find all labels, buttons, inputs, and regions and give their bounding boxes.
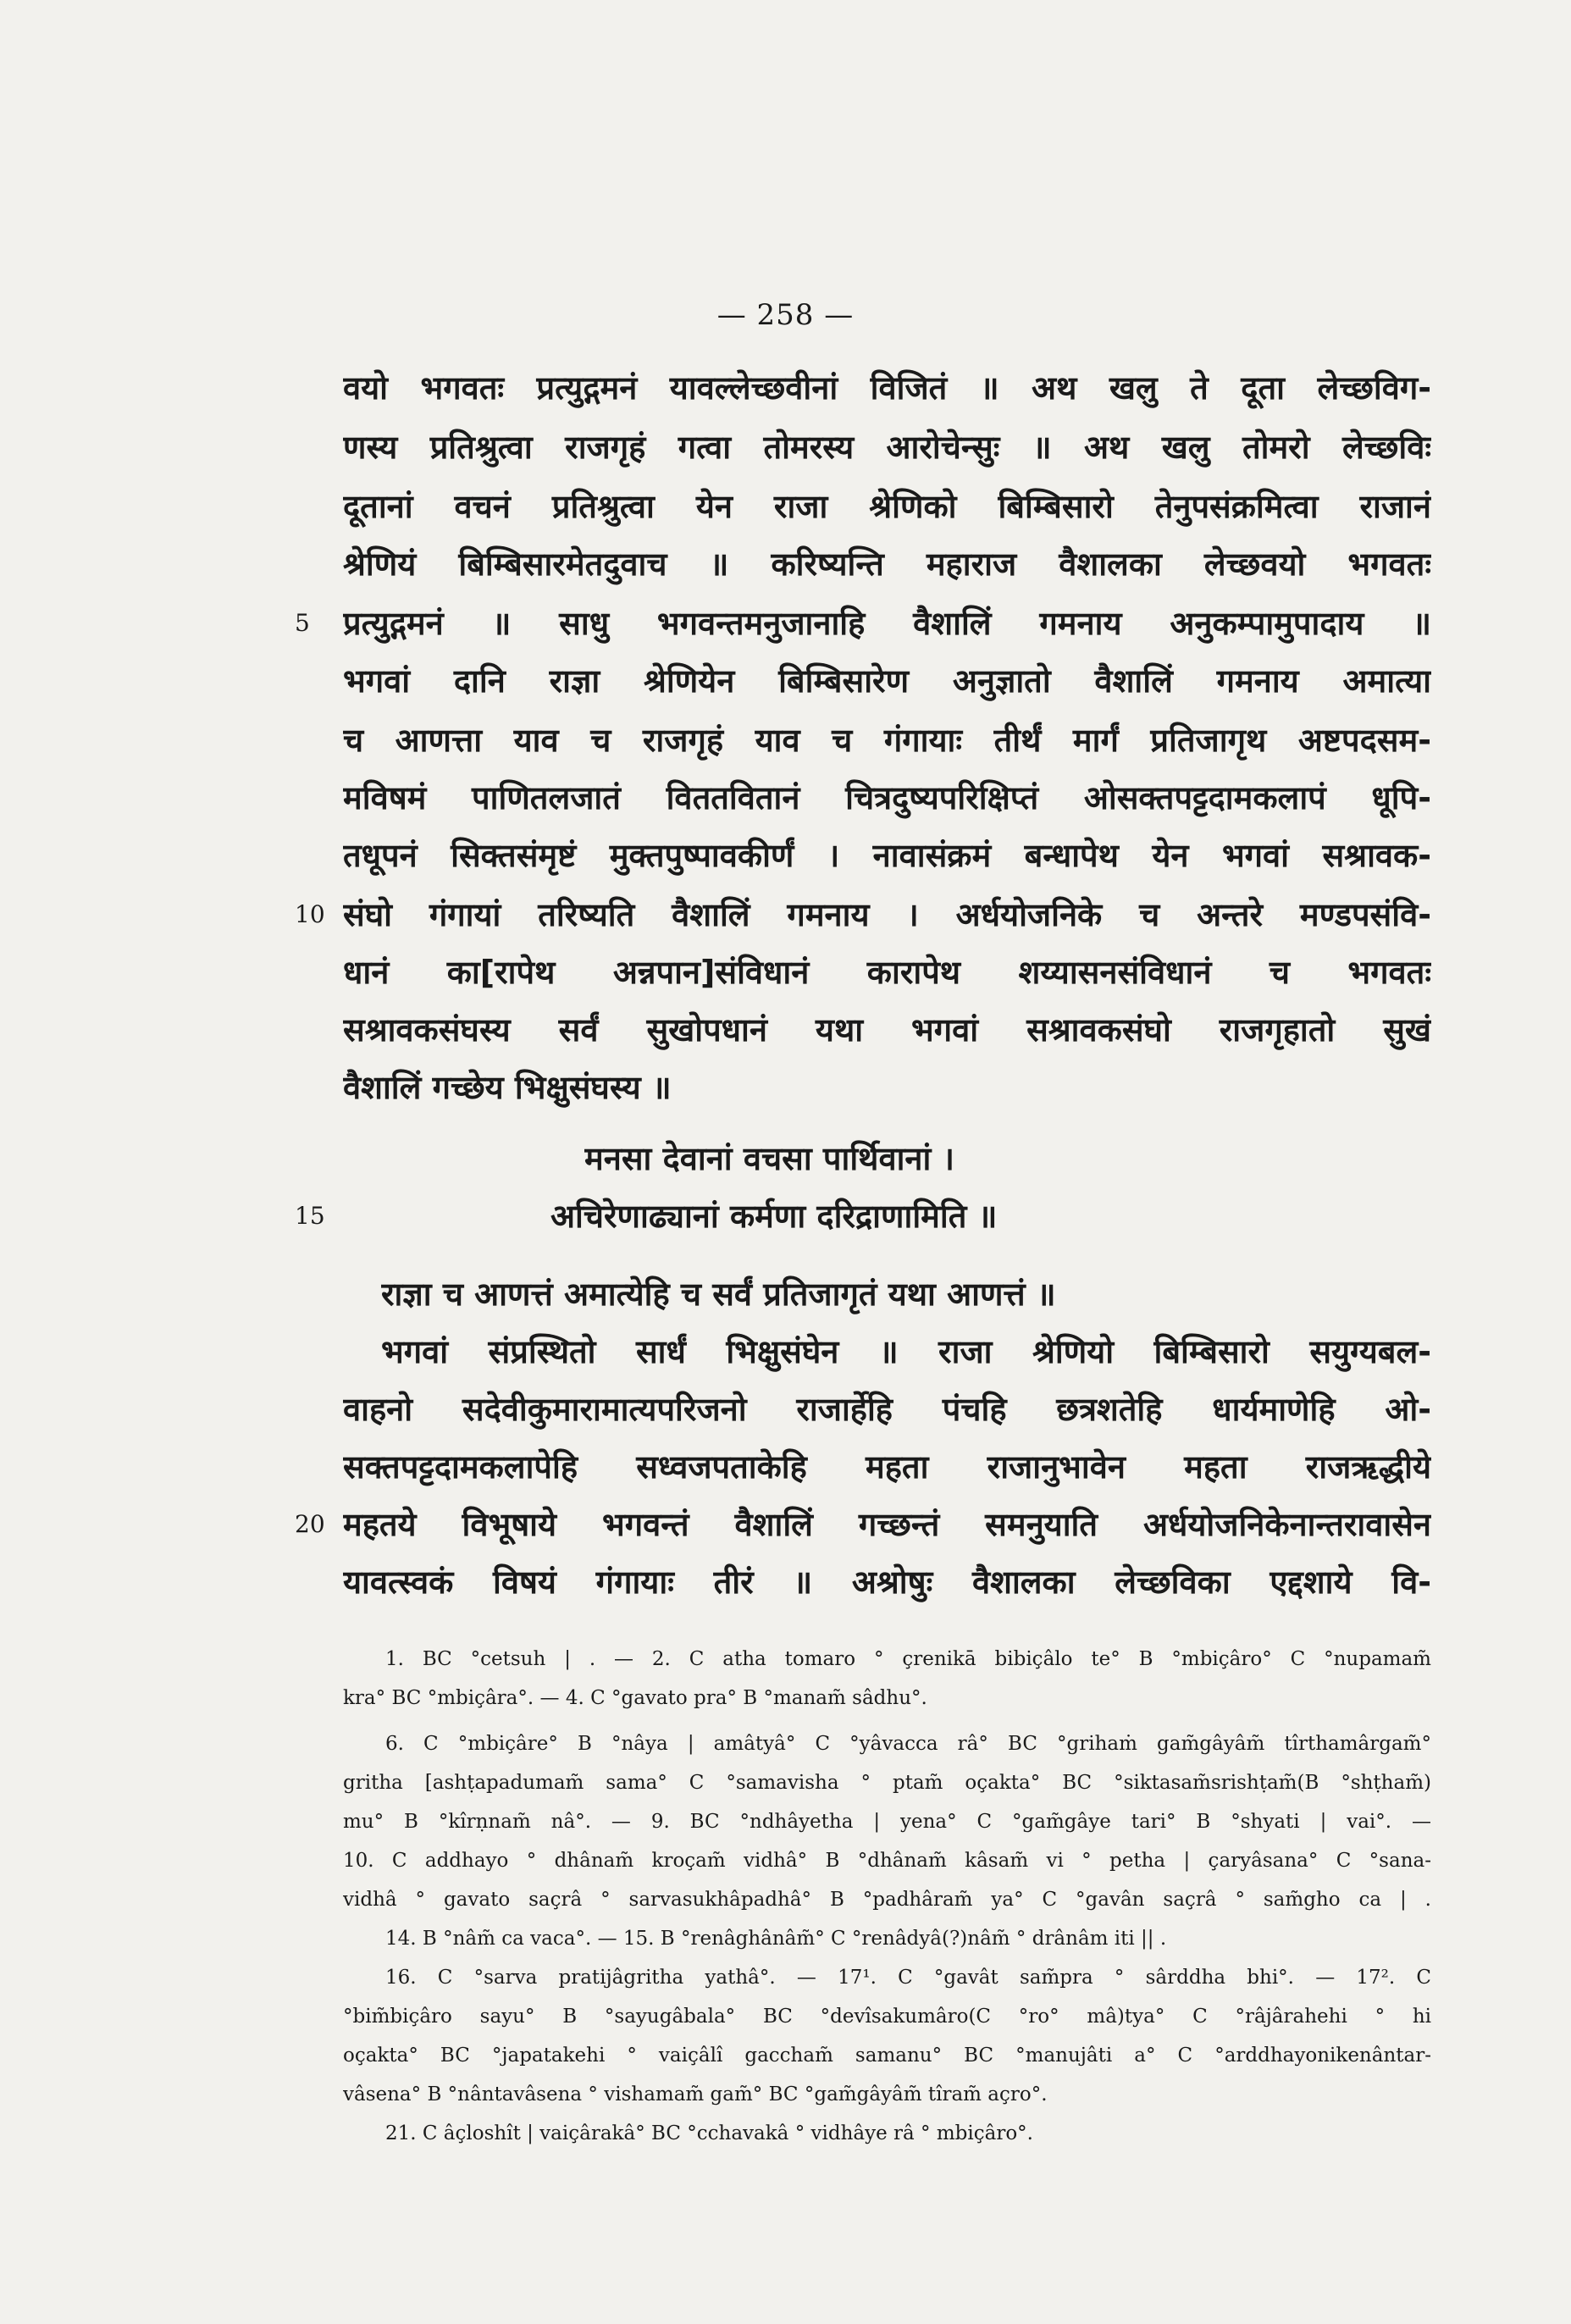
text-line-7: च आणत्ता याव च राजगृहं याव च गंगायाः तीर्थं मार्गं प्रतिजागृथ अष्टपदसम- <box>343 722 1431 759</box>
verse-line-2: अचिरेणाढ्यानां कर्मणा दरिद्राणामिति ॥ <box>550 1198 998 1235</box>
text-line-9: तधूपनं सिक्तसंमृष्टं मुक्तपुष्पावकीर्णं । नावासंक्रमं बन्धापेथ येन भगवां सश्रावक- <box>343 837 1431 874</box>
text-line-3: दूतानां वचनं प्रतिश्रुत्वा येन राजा श्रेणिको बिम्बिसारो तेनुपसंक्रमित्वा राजानं <box>343 488 1431 525</box>
footnote-line-7: vidhâ ° gavato saçrâ ° sarvasukhâpadhâ° B °padhâram̃ ya° C °gavân saçrâ ° sam̃gho ca | . <box>343 1889 1431 1911</box>
text-line-12: सश्रावकसंघस्य सर्वं सुखोपधानं यथा भगवां सश्रावकसंघो राजगृहातो सुखं <box>343 1011 1431 1049</box>
text-line-10: संघो गंगायां तरिष्यति वैशालिं गमनाय । अर्धयोजनिके च अन्तरे मण्डपसंवि- <box>343 896 1431 933</box>
text-line-17: भगवां संप्रस्थितो सार्धं भिक्षुसंघेन ॥ राजा श्रेणियो बिम्बिसारो सयुग्यबल- <box>381 1333 1431 1370</box>
footnote-line-3: 6. C °mbiçâre° B °nâya | amâtyâ° C °yâvacca râ° BC °grihaṁ gam̃gâyâm̃ tîrthamârgam̃° <box>385 1733 1431 1755</box>
text-line-19: सक्तपट्टदामकलापेहि सध्वजपताकेहि महता राजानुभावेन महता राजऋद्धीये <box>343 1448 1431 1486</box>
line-number-15: 15 <box>295 1202 325 1230</box>
footnote-line-11: oçakta° BC °japatakehi ° vaiçâlî gaccham̃ samanu° BC °manujâti a° C °arddhayonikenântar- <box>343 2045 1431 2067</box>
text-line-20: महतये विभूषाये भगवन्तं वैशालिं गच्छन्तं समनुयाति अर्धयोजनिकेनान्तरावासेन <box>343 1506 1431 1543</box>
footnote-line-1: 1. BC °cetsuh | . — 2. C atha tomaro ° çrenikā bibiçâlo te° B °mbiçâro° C °nupamam̃ <box>385 1648 1431 1670</box>
line-number-20: 20 <box>295 1510 325 1538</box>
text-line-1: वयो भगवतः प्रत्युद्गमनं यावल्लेच्छवीनां विजितं ॥ अथ खलु ते दूता लेच्छविग- <box>343 369 1431 407</box>
footnote-line-5: mu° B °kîrṇnam̃ nâ°. — 9. BC °ndhâyetha | yena° C °gam̃gâye tari° B °shyati | vai°. — <box>343 1811 1431 1833</box>
footnote-line-9: 16. C °sarva pratijâgritha yathâ°. — 17¹. C °gavât sam̃pra ° sârddha bhi°. — 17². C <box>385 1967 1431 1989</box>
text-line-13: वैशालिं गच्छेय भिक्षुसंघस्य ॥ <box>343 1069 672 1106</box>
text-line-8: मविषमं पाणितलजातं विततवितानं चित्रदुष्यपरिक्षिप्तं ओसक्तपट्टदामकलापं धूपि- <box>343 779 1431 816</box>
footnote-line-4: gritha [ashṭapadumam̃ sama° C °samavisha ° ptam̃ oçakta° BC °siktasam̃srishṭam̃(B °shṭham̃) <box>343 1772 1431 1794</box>
text-line-2: णस्य प्रतिश्रुत्वा राजगृहं गत्वा तोमरस्य आरोचेन्सुः ॥ अथ खलु तोमरो लेच्छविः <box>343 429 1431 466</box>
text-line-6: भगवां दानि राज्ञा श्रेणियेन बिम्बिसारेण अनुज्ञातो वैशालिं गमनाय अमात्या <box>343 662 1431 700</box>
text-line-16: राज्ञा च आणत्तं अमात्येहि च सर्वं प्रतिजागृतं यथा आणत्तं ॥ <box>381 1275 1056 1313</box>
text-line-18: वाहनो सदेवीकुमारामात्यपरिजनो राजार्हेहि पंचहि छत्रशतेहि धार्यमाणेहि ओ- <box>343 1391 1431 1428</box>
footnote-line-6: 10. C addhayo ° dhânam̃ kroçam̃ vidhâ° B °dhânam̃ kâsam̃ vi ° petha | çaryâsana° C °sana- <box>343 1850 1431 1872</box>
footnote-line-8: 14. B °nâm̃ ca vaca°. — 15. B °renâghânâm̃° C °renâdyâ(?)nâm̃ ° drânâm iti || . <box>385 1928 1167 1950</box>
line-number-10: 10 <box>295 900 325 928</box>
footnote-line-12: vâsena° B °nântavâsena ° vishamam̃ gam̃° BC °gam̃gâyâm̃ tîram̃ açro°. <box>343 2083 1048 2105</box>
footnote-line-2: kra° BC °mbiçâra°. — 4. C °gavato pra° B °manam̃ sâdhu°. <box>343 1687 927 1709</box>
footnote-line-10: °bim̃biçâro sayu° B °sayugâbala° BC °devîsakumâro(C °ro° mâ)tya° C °râjârahehi ° hi <box>343 2006 1431 2028</box>
text-line-11: धानं का[रापेथ अन्नपान]संविधानं कारापेथ शय्यासनसंविधानं च भगवतः <box>343 954 1431 991</box>
line-number-5: 5 <box>295 609 310 637</box>
verse-line-1: मनसा देवानां वचसा पार्थिवानां । <box>584 1140 954 1177</box>
text-line-4: श्रेणियं बिम्बिसारमेतदुवाच ॥ करिष्यन्ति महाराज वैशालका लेच्छवयो भगवतः <box>343 545 1431 583</box>
page-number: — 258 — <box>716 298 855 332</box>
footnote-line-13: 21. C âçloshît | vaiçârakâ° BC °cchavakâ ° vidhâye râ ° mbiçâro°. <box>385 2122 1033 2144</box>
text-line-5: प्रत्युद्गमनं ॥ साधु भगवन्तमनुजानाहि वैशालिं गमनाय अनुकम्पामुपादाय ॥ <box>343 605 1431 642</box>
text-line-21: यावत्स्वकं विषयं गंगायाः तीरं ॥ अश्रोषुः वैशालका लेच्छविका एद्दशाये वि- <box>343 1563 1431 1601</box>
